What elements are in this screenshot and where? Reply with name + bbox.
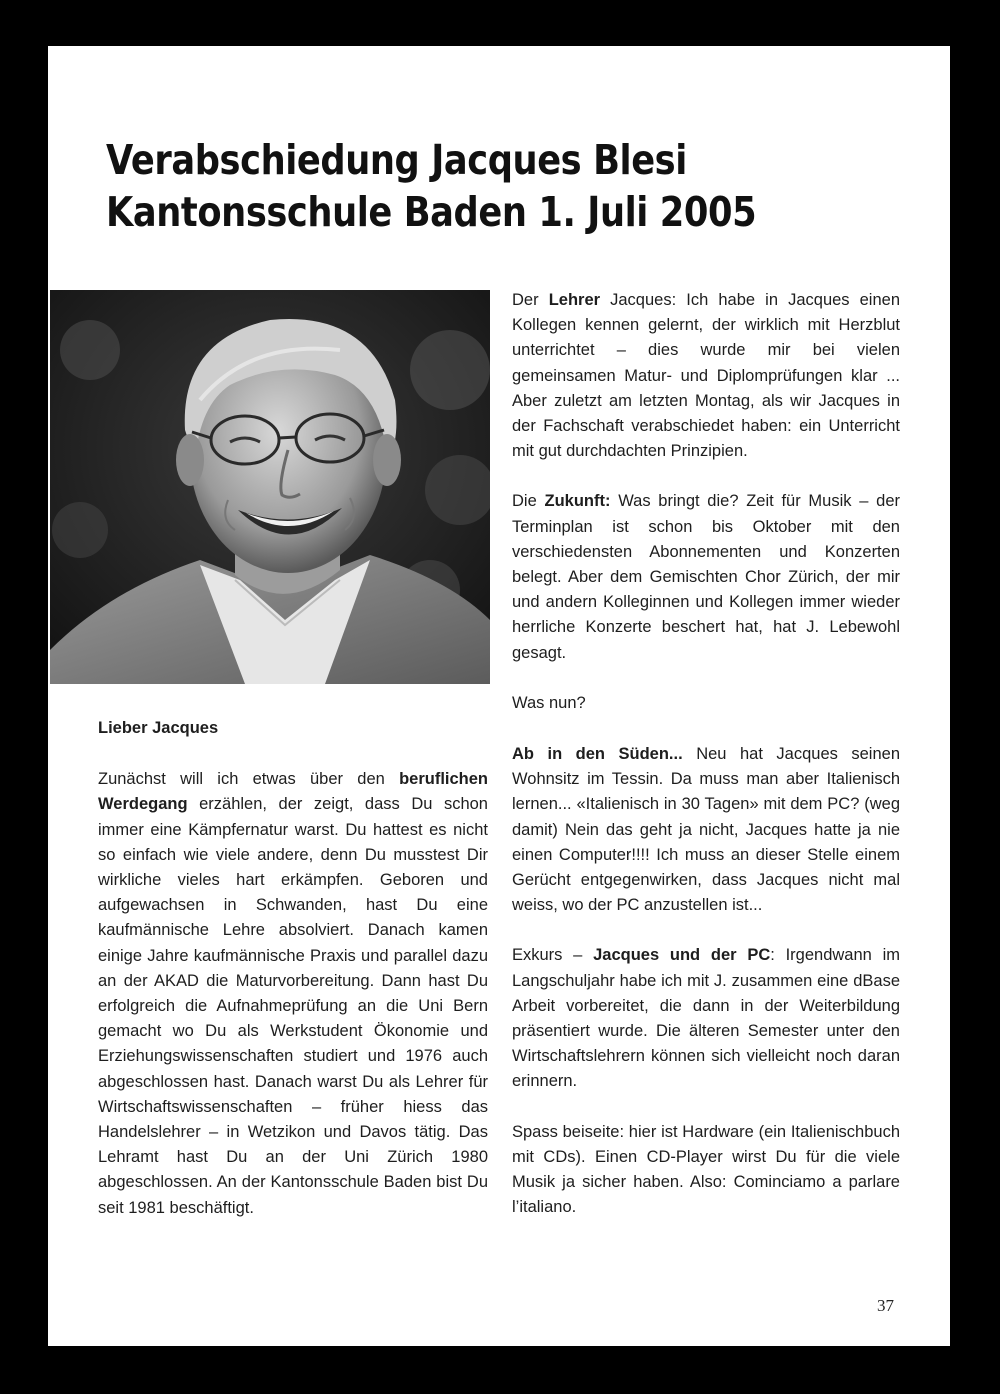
right-column <box>512 288 900 1246</box>
title-line-1: Verabschiedung Jacques Blesi <box>106 136 687 184</box>
page-title <box>106 134 756 238</box>
text-run: Der <box>512 291 549 309</box>
bold-run: Lehrer <box>548 291 601 309</box>
bold-run: Zukunft: <box>544 492 611 511</box>
right-paragraph-pc <box>512 943 900 1094</box>
bold-run: Jacques und der PC <box>593 946 771 965</box>
text-run: Was bringt die? Zeit für Musik – der Terminplan ist schon bis Oktober mit den verschiedensten Abonnementen und Konzerten belegt. Aber dem Gemischten Chor Zürich, der mir und andern Kolleginnen und Kollegen immer wieder herrliche Konzerte beschert hat, hat J. Lebewohl gesagt. <box>512 492 900 662</box>
text-run: : Irgendwann im Langschuljahr habe ich mit J. zusammen eine dBase Arbeit vorbereitet, die dann in der Weiterbildung präsentiert wurde. Die älteren Semester unter den Wirtschaftslehrern können sich vielleicht noch daran erinnern. <box>512 946 900 1091</box>
portrait-photo <box>50 290 490 684</box>
text-run: Die <box>512 492 545 511</box>
text-run: Jacques: Ich habe in Jacques einen Kollegen kennen gelernt, der wirklich mit Herzblut unterrichtet – dies wurde mir bei vielen gemeinsamen Matur- und Diplomprüfungen klar ... Aber zuletzt am letzten Montag, als wir Jacques in der Fachschaft verabschiedet haben: ein Unterricht mit gut durchdachten Prinzipien. <box>512 291 901 461</box>
right-paragraph-what-now: Was nun? <box>512 693 586 712</box>
page-number: 37 <box>877 1296 894 1315</box>
portrait-illustration <box>50 290 490 684</box>
bold-run: beruflichen Werdegang <box>98 770 488 814</box>
text-run: Neu hat Jacques seinen Wohnsitz im Tessin. Da muss man aber Italienisch lernen... «Italienisch in 30 Tagen» mit dem PC? (weg damit) Nein das geht ja nicht, Jacques hatte ja nie einen Computer!!!! Ich muss an dieser Stelle einem Gerücht entgegenwirken, dass Jacques nicht mal weiss, wo der PC anzustellen ist... <box>512 745 900 915</box>
right-paragraph-teacher <box>512 288 900 464</box>
left-paragraph-career <box>98 767 488 1221</box>
right-paragraph-south <box>512 742 900 918</box>
title-line-2: Kantonsschule Baden 1. Juli 2005 <box>106 188 757 236</box>
bold-run: Ab in den Süden... <box>512 745 683 764</box>
text-run: erzählen, der zeigt, dass Du schon immer eine Kämpfernatur warst. Du hattest es nicht so einfach wie viele andere, denn Du musstest Dir wirkliche vieles hart erkämpfen. Geboren und aufgewachsen in Schwanden, hast Du eine kaufmännische Lehre absolviert. Danach kamen einige Jahre kaufmännische Praxis und parallel dazu an der AKAD die Maturvorbereitung. Dann hast Du erfolgreich die Aufnahmeprüfung an die Uni Bern gemacht wo Du als Werkstudent Ökonomie und Erziehungswissenschaften studiert und 1976 auch abgeschlossen hast. Danach warst Du als Lehrer für Wirtschaftswissenschaften – früher hiess das Handelslehrer – in Wetzikon und Davos tätig. Das Lehramt hast Du an der Uni Zürich 1980 abgeschlossen. An der Kantonsschule Baden bist Du seit 1981 beschäftigt. <box>98 795 488 1217</box>
text-run: Exkurs – <box>512 946 594 965</box>
left-column <box>98 716 488 1246</box>
right-paragraph-future <box>512 489 900 665</box>
salutation: Lieber Jacques <box>98 719 219 737</box>
document-page <box>48 46 950 1346</box>
right-paragraph-gift: Spass beiseite: hier ist Hardware (ein Italienischbuch mit CDs). Einen CD-Player wirst Du für die viele Musik ja sicher haben. Also: Cominciamo a parlare l’italiano. <box>512 1122 900 1217</box>
text-run: Zunächst will ich etwas über den <box>98 770 400 789</box>
